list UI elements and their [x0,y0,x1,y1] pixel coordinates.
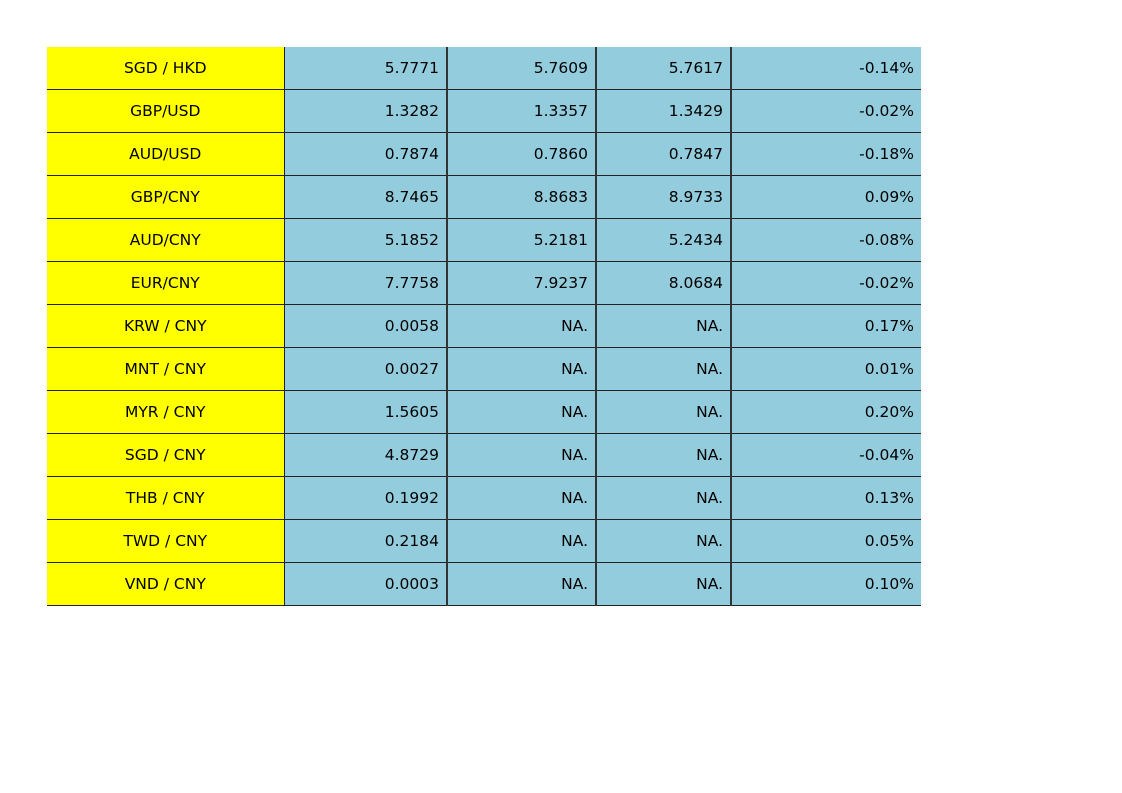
rate-value-2-cell: NA. [447,477,596,520]
currency-pair-cell: MYR / CNY [47,391,284,434]
rate-value-2-cell: 7.9237 [447,262,596,305]
table-row [47,133,921,176]
exchange-rate-sheet [47,47,921,606]
currency-pair-cell: SGD / CNY [47,434,284,477]
currency-pair-cell: EUR/CNY [47,262,284,305]
rate-value-3-cell: 8.0684 [596,262,731,305]
currency-pair-cell: THB / CNY [47,477,284,520]
currency-pair-cell: VND / CNY [47,563,284,606]
currency-pair-cell: TWD / CNY [47,520,284,563]
rate-value-3-cell: 5.7617 [596,47,731,90]
currency-pair-cell: GBP/USD [47,90,284,133]
change-percent-cell: -0.08% [731,219,921,262]
currency-pair-cell: KRW / CNY [47,305,284,348]
rate-value-3-cell: NA. [596,348,731,391]
rate-value-1-cell: 0.0003 [284,563,447,606]
change-percent-cell: -0.14% [731,47,921,90]
change-percent-cell: 0.01% [731,348,921,391]
change-percent-cell: 0.17% [731,305,921,348]
rate-value-2-cell: NA. [447,391,596,434]
rate-value-3-cell: NA. [596,434,731,477]
rate-value-3-cell: NA. [596,520,731,563]
rate-value-2-cell: NA. [447,563,596,606]
rate-value-2-cell: 8.8683 [447,176,596,219]
table-row [47,563,921,606]
table-row [47,176,921,219]
table-row [47,262,921,305]
rate-value-1-cell: 5.1852 [284,219,447,262]
rate-value-2-cell: NA. [447,520,596,563]
change-percent-cell: 0.13% [731,477,921,520]
rate-value-1-cell: 0.0058 [284,305,447,348]
change-percent-cell: -0.02% [731,90,921,133]
rate-value-1-cell: 4.8729 [284,434,447,477]
table-row [47,477,921,520]
currency-pair-cell: GBP/CNY [47,176,284,219]
rate-value-1-cell: 1.5605 [284,391,447,434]
rate-value-2-cell: 0.7860 [447,133,596,176]
rate-value-1-cell: 0.7874 [284,133,447,176]
rate-value-1-cell: 0.1992 [284,477,447,520]
table-row [47,348,921,391]
rate-value-1-cell: 8.7465 [284,176,447,219]
rate-value-2-cell: 1.3357 [447,90,596,133]
currency-pair-cell: AUD/USD [47,133,284,176]
currency-pair-cell: MNT / CNY [47,348,284,391]
change-percent-cell: 0.09% [731,176,921,219]
rate-value-1-cell: 0.2184 [284,520,447,563]
rate-value-1-cell: 1.3282 [284,90,447,133]
rate-value-1-cell: 0.0027 [284,348,447,391]
change-percent-cell: 0.20% [731,391,921,434]
change-percent-cell: -0.02% [731,262,921,305]
table-row [47,305,921,348]
table-row [47,434,921,477]
table-row [47,391,921,434]
rate-value-1-cell: 5.7771 [284,47,447,90]
rate-value-3-cell: 0.7847 [596,133,731,176]
rate-value-3-cell: NA. [596,563,731,606]
table-row [47,90,921,133]
table-row [47,520,921,563]
change-percent-cell: -0.04% [731,434,921,477]
rate-value-2-cell: NA. [447,434,596,477]
rate-value-2-cell: 5.7609 [447,47,596,90]
rate-value-3-cell: 8.9733 [596,176,731,219]
rate-value-2-cell: 5.2181 [447,219,596,262]
rate-value-3-cell: 1.3429 [596,90,731,133]
rate-value-2-cell: NA. [447,305,596,348]
rate-value-2-cell: NA. [447,348,596,391]
table-row [47,47,921,90]
change-percent-cell: 0.10% [731,563,921,606]
change-percent-cell: -0.18% [731,133,921,176]
rate-value-3-cell: NA. [596,477,731,520]
currency-pair-cell: SGD / HKD [47,47,284,90]
change-percent-cell: 0.05% [731,520,921,563]
rate-value-3-cell: NA. [596,391,731,434]
currency-pair-cell: AUD/CNY [47,219,284,262]
exchange-rate-table [47,47,921,606]
rate-value-1-cell: 7.7758 [284,262,447,305]
rate-value-3-cell: 5.2434 [596,219,731,262]
table-row [47,219,921,262]
rate-value-3-cell: NA. [596,305,731,348]
